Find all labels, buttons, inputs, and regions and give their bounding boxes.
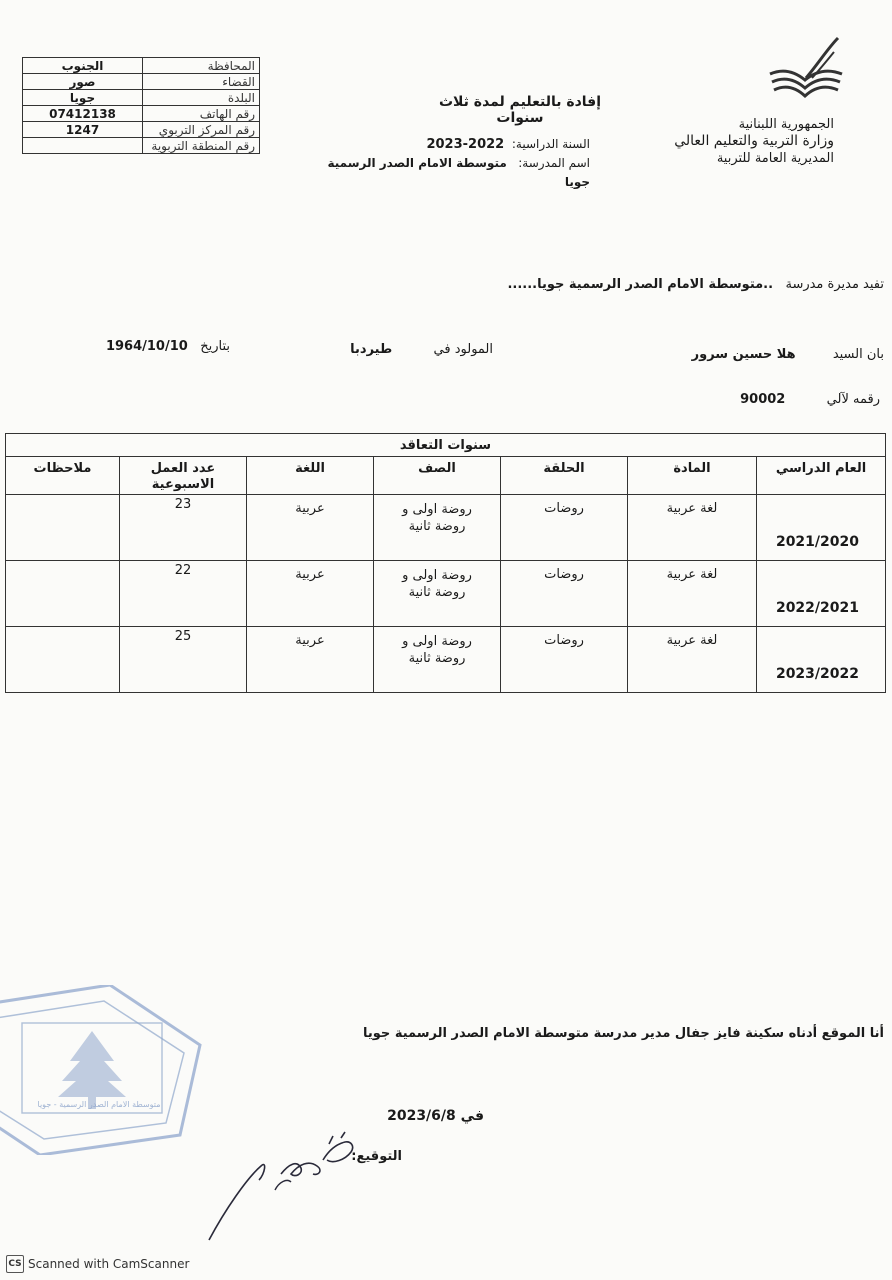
header-class: الصف: [374, 457, 501, 495]
cell-hours: 23: [120, 495, 247, 561]
birth-date-label: بتاريخ: [200, 339, 230, 354]
body-school-name: ..متوسطة الامام الصدر الرسمية جويا......: [507, 277, 774, 292]
signing-date-prefix: في: [460, 1108, 484, 1124]
birth-date-line: [95, 339, 230, 354]
cell-hours: 22: [120, 561, 247, 627]
header-year: العام الدراسي: [757, 457, 886, 495]
info-row: [23, 138, 260, 154]
cell-cycle: روضات: [501, 627, 628, 693]
header-language: اللغة: [247, 457, 374, 495]
birth-place: طيردبا: [350, 342, 393, 357]
cell-notes: [6, 561, 120, 627]
cell-year: 2023/2022: [757, 627, 886, 693]
id-label: رقمه لآلي: [826, 392, 880, 407]
info-value: الجنوب: [23, 58, 143, 74]
info-label: المحافظة: [143, 58, 260, 74]
person-name: هلا حسين سرور: [691, 347, 796, 362]
cell-subject: لغة عربية: [628, 561, 757, 627]
school-year-block: [300, 135, 590, 192]
ministry-name: وزارة التربية والتعليم العالي: [674, 133, 834, 149]
cell-class: روضة اولى و روضة ثانية: [374, 495, 501, 561]
school-year-label: السنة الدراسية:: [511, 137, 590, 151]
info-label: رقم المنطقة التربوية: [143, 138, 260, 154]
birth-place-line: [325, 342, 493, 357]
cell-language: عربية: [247, 495, 374, 561]
born-label: المولود في: [433, 342, 493, 357]
info-row: [23, 106, 260, 122]
camscanner-logo-icon: CS: [6, 1255, 24, 1273]
school-year-value: 2022-2023: [426, 137, 505, 152]
id-line: [710, 392, 880, 407]
issuer-block: [614, 116, 834, 167]
cell-language: عربية: [247, 561, 374, 627]
person-prefix: بان السيد: [832, 347, 884, 362]
ministry-book-logo-icon: [766, 34, 844, 106]
table-row: [6, 627, 886, 693]
scanner-watermark: [6, 1256, 189, 1272]
body-line-2: [664, 347, 884, 362]
info-label: رقم المركز التربوي: [143, 122, 260, 138]
cell-language: عربية: [247, 627, 374, 693]
republic-name: الجمهورية اللبنانية: [738, 117, 834, 132]
birth-date: 1964/10/10: [105, 339, 188, 354]
info-value: جويا: [23, 90, 143, 106]
signatory-statement: أنا الموقع أدناه سكينة فايز جفال مدير مدرسة متوسطة الامام الصدر الرسمية جويا: [363, 1026, 884, 1041]
cell-subject: لغة عربية: [628, 627, 757, 693]
info-row: [23, 122, 260, 138]
info-row: [23, 74, 260, 90]
signing-date: 2023/6/8: [387, 1108, 456, 1124]
table-caption: سنوات التعاقد: [6, 434, 886, 457]
cell-cycle: روضات: [501, 561, 628, 627]
info-value: صور: [23, 74, 143, 90]
cell-subject: لغة عربية: [628, 495, 757, 561]
signing-date-line: [387, 1108, 484, 1124]
cell-notes: [6, 627, 120, 693]
cell-notes: [6, 495, 120, 561]
school-principal-prefix: تفيد مديرة مدرسة: [785, 277, 884, 292]
cell-hours: 25: [120, 627, 247, 693]
info-table: [22, 57, 260, 154]
table-row: [6, 495, 886, 561]
table-row: [6, 561, 886, 627]
header-weekly-hours: عدد العمل الاسبوعية: [120, 457, 247, 495]
scanner-text: Scanned with CamScanner: [28, 1257, 190, 1271]
signature-label: التوقيع:: [351, 1149, 402, 1164]
header-subject: المادة: [628, 457, 757, 495]
school-name-label: اسم المدرسة:: [518, 156, 590, 170]
official-stamp: [0, 985, 215, 1155]
header-cycle: الحلقة: [501, 457, 628, 495]
table-header-row: [6, 457, 886, 495]
stamp-text: متوسطة الامام الصدر الرسمية - جويا: [37, 1100, 161, 1109]
cell-class: روضة اولى و روضة ثانية: [374, 561, 501, 627]
info-value: 1247: [23, 122, 143, 138]
info-row: [23, 58, 260, 74]
cell-year: 2022/2021: [757, 561, 886, 627]
principal-signature: [205, 1130, 365, 1245]
body-line-1: [484, 277, 884, 292]
info-label: البلدة: [143, 90, 260, 106]
cell-class: روضة اولى و روضة ثانية: [374, 627, 501, 693]
header-notes: ملاحظات: [6, 457, 120, 495]
contract-years-table: [5, 433, 886, 693]
info-value: 07412138: [23, 106, 143, 122]
school-name-value: متوسطة الامام الصدر الرسمية جويا: [327, 156, 590, 189]
id-value: 90002: [740, 392, 786, 407]
cell-year: 2021/2020: [757, 495, 886, 561]
info-label: القضاء: [143, 74, 260, 90]
info-row: [23, 90, 260, 106]
directorate-name: المديرية العامة للتربية: [716, 151, 834, 166]
info-value: [23, 138, 143, 154]
cell-cycle: روضات: [501, 495, 628, 561]
info-label: رقم الهاتف: [143, 106, 260, 122]
page-title: إفادة بالتعليم لمدة ثلاث سنوات: [438, 94, 602, 126]
